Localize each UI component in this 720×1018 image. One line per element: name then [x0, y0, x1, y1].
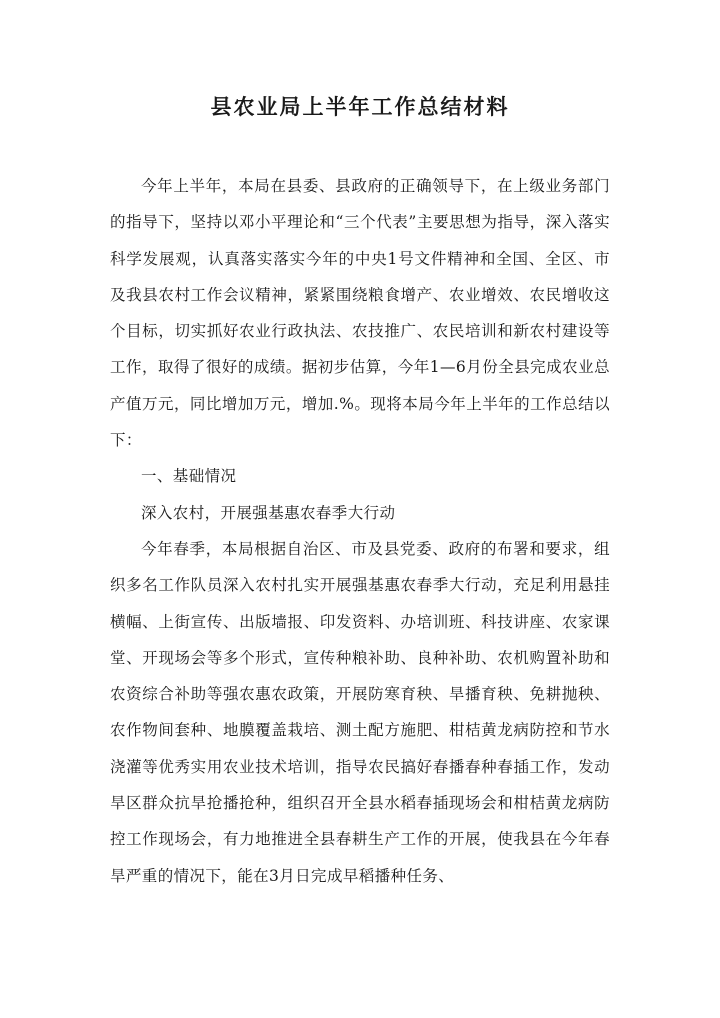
subsection-heading: 深入农村，开展强基惠农春季大行动: [141, 503, 396, 522]
intro-paragraph: 今年上半年，本局在县委、县政府的正确领导下，在上级业务部门的指导下，坚持以邓小平理论和“三个代表”主要思想为指导，深入落实科学发展观，认真落实落实今年的中央1号文件精神和全国、全区、市及我县农村工作会议精神，紧紧围绕粮食增产、农业增效、农民增收这个目标，切实抓好农业行政执法、农技推广、农民培训和新农村建设等工作，取得了很好的成绩。据初步估算，今年1—6月份全县完成农业总产值万元，同比增加万元，增加.%。现将本局今年上半年的工作总结以下：: [110, 177, 610, 450]
body-paragraph: 今年春季，本局根据自治区、市及县党委、政府的布署和要求，组织多名工作队员深入农村扎实开展强基惠农春季大行动，充足利用悬挂横幅、上街宣传、出版墙报、印发资料、办培训班、科技讲座、农家课堂、开现场会等多个形式，宣传种粮补助、良种补助、农机购置补助和农资综合补助等强农惠农政策，开展防寒育秧、旱播育秧、免耕抛秧、农作物间套种、地膜覆盖栽培、测土配方施肥、柑桔黄龙病防控和节水浇灌等优秀实用农业技术培训，指导农民搞好春播春种春插工作，发动旱区群众抗旱抢播抢种，组织召开全县水稻春插现场会和柑桔黄龙病防控工作现场会，有力地推进全县春耕生产工作的开展，使我县在今年春旱严重的情况下，能在3月日完成早稻播种任务、: [110, 539, 610, 885]
document-body: [110, 168, 610, 894]
document-title: 县农业局上半年工作总结材料: [210, 94, 510, 119]
section-heading: 一、基础情况: [141, 467, 237, 486]
